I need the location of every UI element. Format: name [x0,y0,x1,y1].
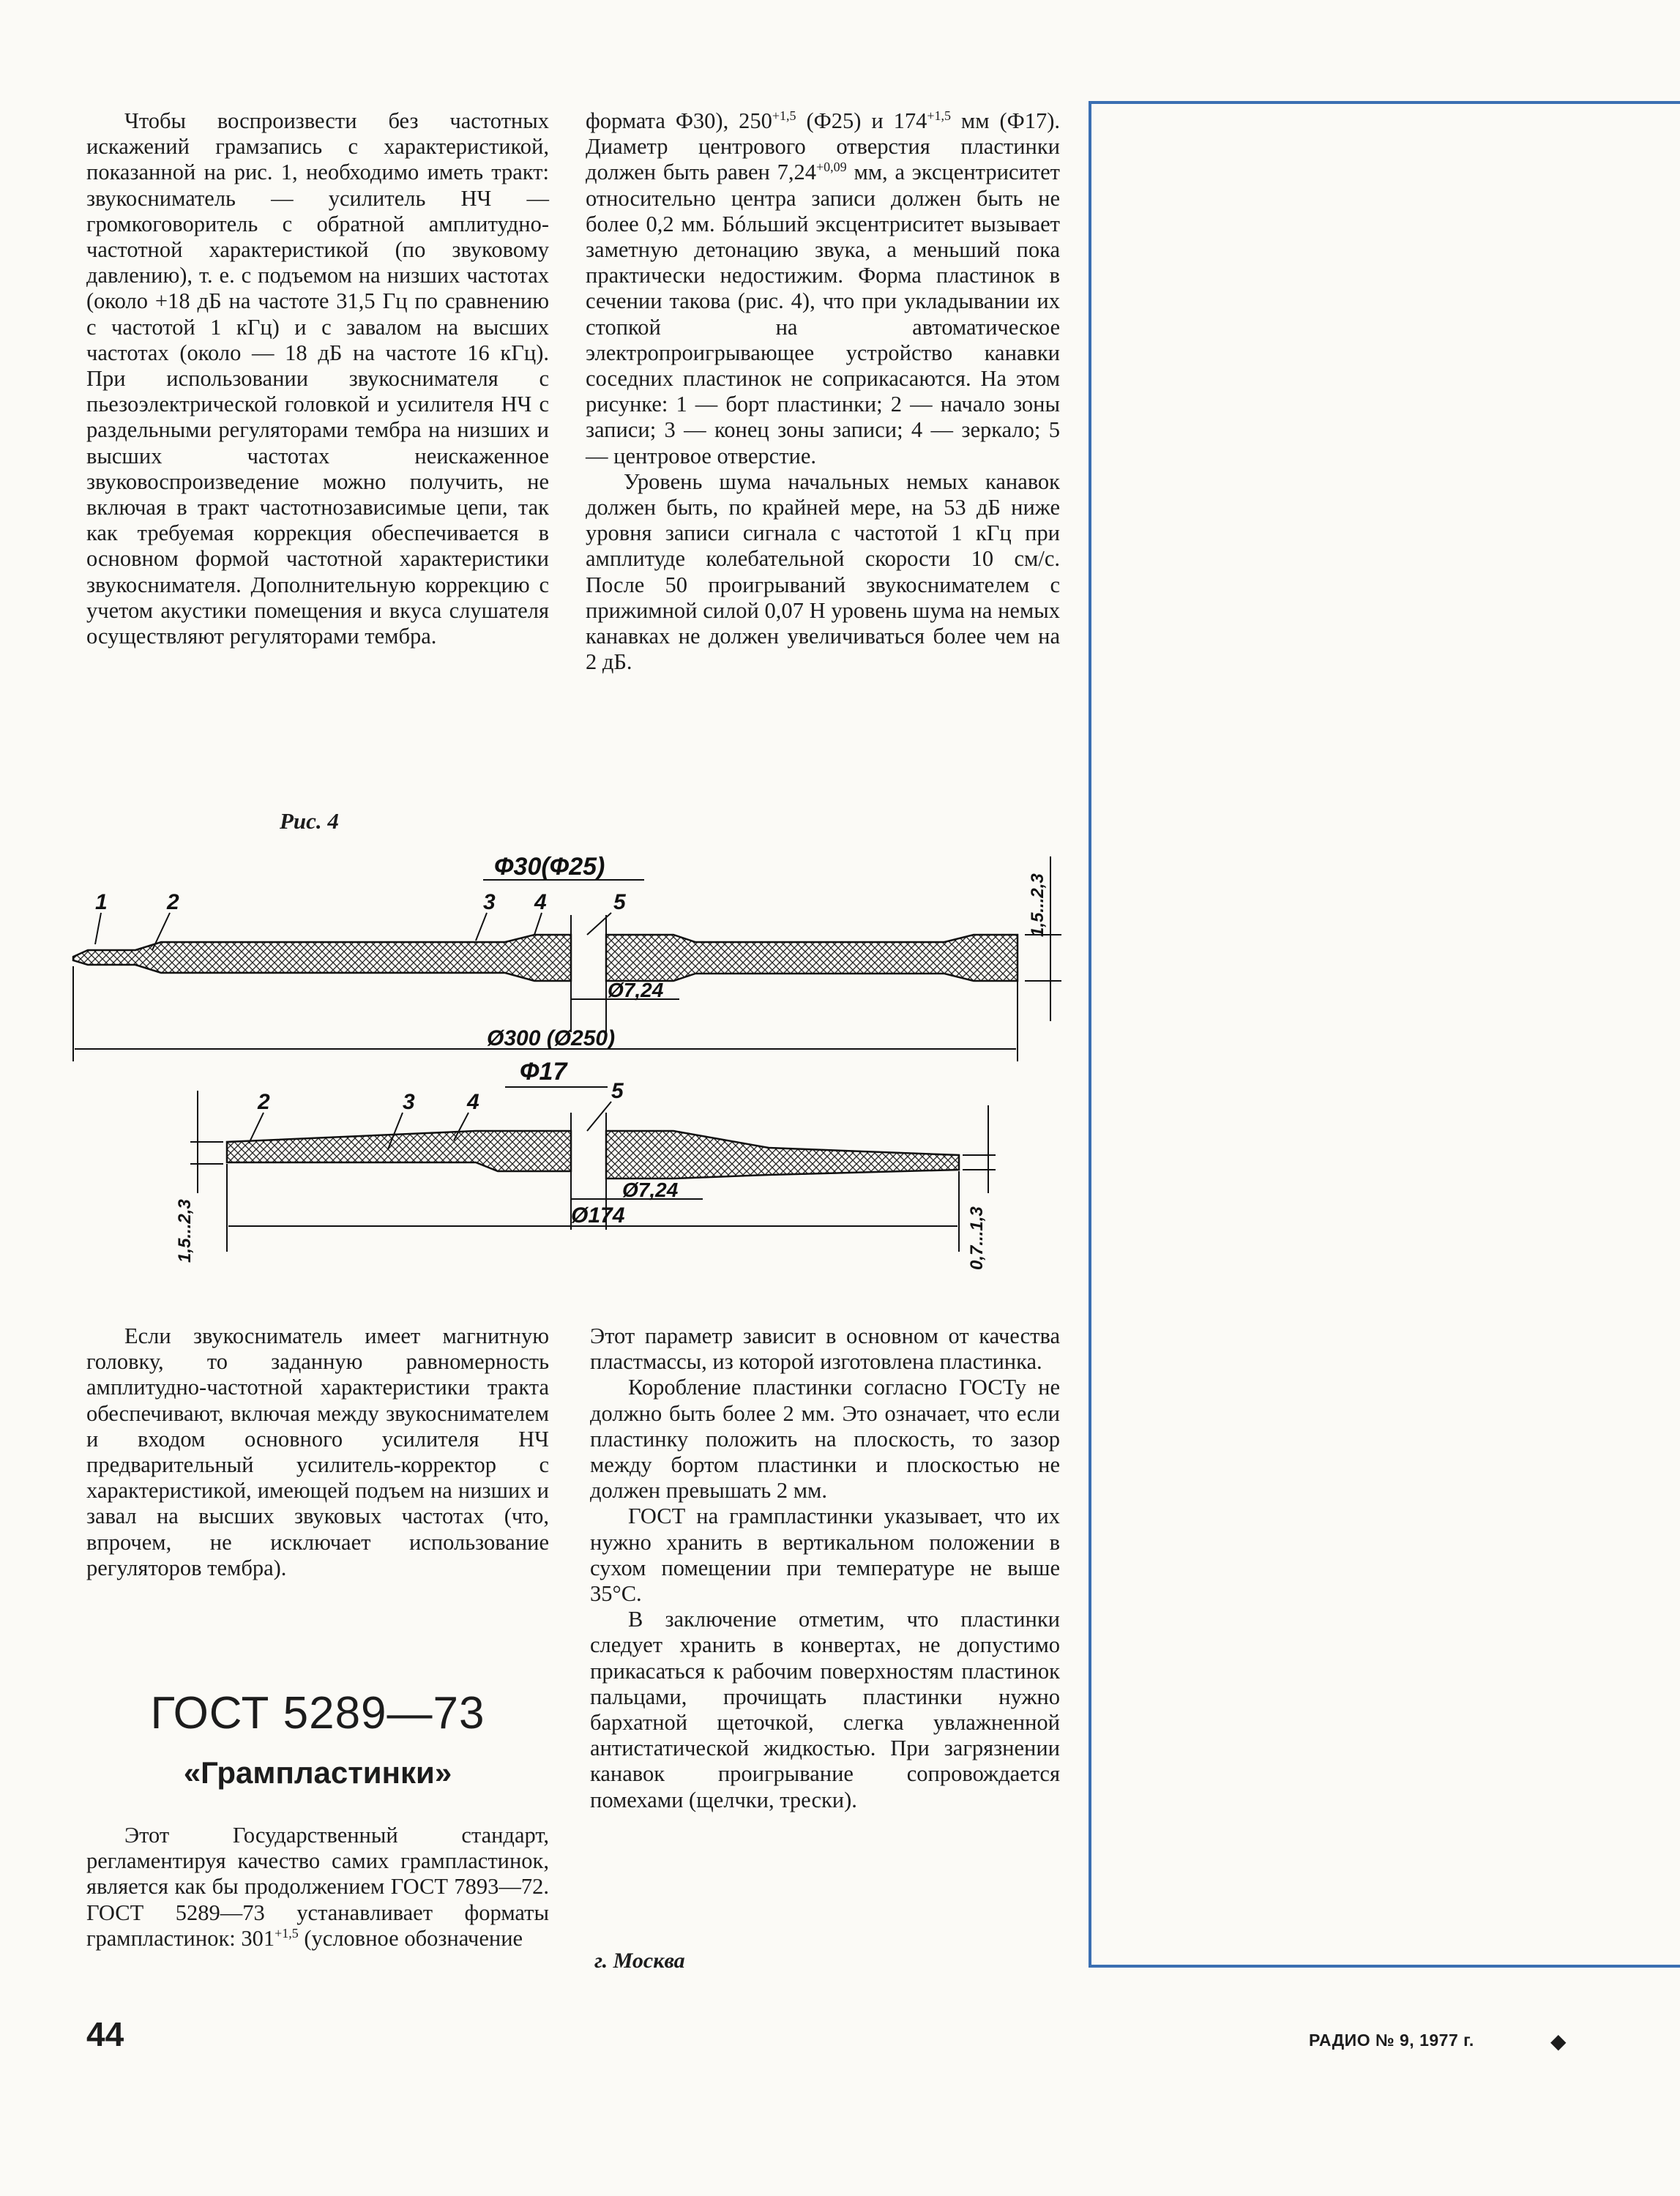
dim-thickness-bottom-left: 1,5...2,3 [175,1199,195,1263]
callout-3b: 3 [403,1090,415,1114]
callout-3: 3 [483,890,496,914]
author-location: г. Москва [594,1949,685,1973]
paragraph: ГОСТ на грампластинки указывает, что их нужно хранить в вертикальном положении в сухом помещении при температуре не выше 35°С. [590,1504,1060,1607]
page-number: 44 [86,2015,124,2053]
figure-caption: Рис. 4 [280,808,339,834]
diamond-icon: ◆ [1550,2029,1567,2053]
paragraph: Уровень шума начальных немых канавок должен быть, по крайней мере, на 53 дБ ниже уровня записи сигнала с частотой 1 кГц при амплитуде колебательной скорости 10 см/с. После 50 проигрываний звукоснимателем с прижимной силой 0,07 Н уровень шума на немых канавках не должен увеличиваться более чем на 2 дБ. [586,468,1060,675]
paragraph: Чтобы воспроизвести без частотных искажений грамзапись с характеристикой, показанной на рис. 1, необходимо иметь тракт: звукосниматель — усилитель НЧ — громкоговоритель с обратной амплитудно-частотной характеристикой (по звуковому давлению), т. е. с подъемом на низших частотах (около +18 дБ на частоте 31,5 Гц по сравнению с частотой 1 кГц) и с завалом на высших частотах (около — 18 дБ на частоте 16 кГц). При использовании звукоснимателя с пьезоэлектрической головкой и усилителя НЧ с раздельными регуляторами тембра на низших и высших частотах неискаженное звуковоспроизведение можно получить, не включая в тракт частотнозависимые цепи, так как требуемая коррекция обеспечивается в основном формой частотной характеристики звукоснимателя. Дополнительную коррекцию с учетом акустики помещения и вкуса слушателя осуществляют регуляторами тембра. [86,108,549,649]
callout-5: 5 [613,890,626,914]
callout-2b: 2 [258,1090,270,1114]
callout-4b: 4 [467,1090,479,1114]
paragraph: Этот параметр зависит в основном от качества пластмассы, из которой изготовлена пластинка. [590,1323,1060,1375]
column-left-top [86,108,549,649]
column-right-bottom [590,1323,1060,1813]
record-profile-17-right [606,1131,959,1179]
column-right-top [586,108,1060,675]
blue-frame [1089,101,1680,1968]
paragraph: Этот Государственный стандарт, регламентируя качество самих грампластинок, является как бы продолжением ГОСТ 7893—72. ГОСТ 5289—73 устанавливает форматы грампластинок: $301^{+1,5}$ (условное обозначение [86,1823,549,1951]
dim-thickness-bottom-right: 0,7...1,3 [967,1206,987,1270]
paragraph: Если звукосниматель имеет магнитную головку, то заданную равномерность амплитудно-частотной характеристики тракта обеспечивают, включая между звукоснимателем и входом основного усилителя НЧ предварительный усилитель-корректор с характеристикой, имеющей подъем на низших и завал на высших звуковых частотах (что, впрочем, не исключает использование регуляторов тембра). [86,1323,549,1580]
paragraph: Коробление пластинки согласно ГОСТу не должно быть более 2 мм. Это означает, что если пластинку положить на плоскость, то зазор между бортом пластинки и плоскостью не должен превышать 2 мм. [590,1375,1060,1504]
record-profile-30 [73,935,571,981]
callout-2: 2 [167,890,179,914]
dim-diameter-bottom: Ø174 [571,1203,625,1228]
section-title: ГОСТ 5289—73 [150,1688,485,1738]
record-profile-17 [227,1131,571,1171]
dim-hole-bottom: Ø7,24 [622,1179,679,1201]
column-left-middle [86,1323,549,1581]
record-profile-30-right [606,935,1018,981]
column-left-bottom [86,1823,549,1952]
dim-thickness-top: 1,5...2,3 [1028,873,1048,937]
callout-5b: 5 [611,1079,624,1103]
paragraph: формата Ф30), $250^{+1,5}$ (Ф25) и $174^{+1,5}$ мм (Ф17). Диаметр центрового отверстия пластинки должен быть равен $7,24^{+0,09}$ мм, а эксцентриситет относительно центра записи должен быть не более 0,2 мм. Бóльший эксцентриситет вызывает заметную детонацию звука, а меньший пока практически недостижим. Форма пластинок в сечении такова (рис. 4), что при укладывании их стопкой на автоматическое электропроигрывающее устройство канавки соседних пластинок не соприкасаются. На этом рисунке: 1 — борт пластинки; 2 — начало зоны записи; 3 — конец зоны записи; 4 — зеркало; 5 — центровое отверстие. [586,108,1061,468]
record-cross-section-figure [66,842,1076,1281]
paragraph: В заключение отметим, что пластинки следует хранить в конвертах, не допустимо прикасаться к рабочим поверхностям пластинок пальцами, прочищать пластинки нужно бархатной щеточкой, слегка увлажненной антистатической жидкостью. При загрязнении канавок проигрывание сопровождается помехами (щелчки, трески). [590,1607,1060,1812]
callout-4: 4 [534,890,547,914]
section-subtitle: «Грампластинки» [183,1755,452,1790]
journal-footer: РАДИО № 9, 1977 г. [1309,2031,1474,2050]
label-format-30: Ф30(Ф25) [494,853,605,881]
label-format-17: Ф17 [520,1058,567,1086]
dim-diameter-top: Ø300 (Ø250) [487,1026,616,1050]
dim-hole-top: Ø7,24 [608,979,664,1001]
callout-1: 1 [95,890,108,914]
